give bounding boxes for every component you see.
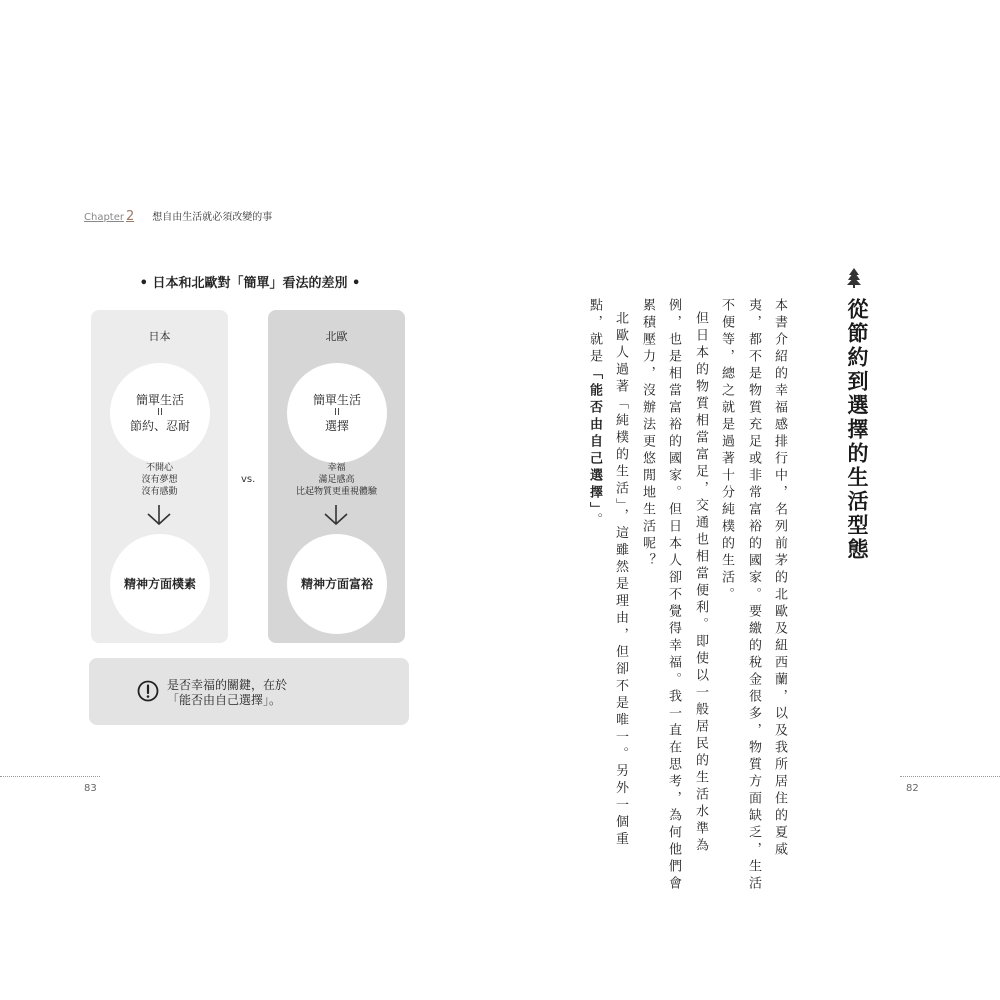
body-text: 。 (587, 512, 602, 530)
effect-item: 幸福 (327, 463, 346, 473)
japan-simple-life-circle (110, 363, 210, 463)
diagram-title: • 日本和北歐對「簡單」看法的差別 • (139, 276, 361, 291)
effect-item: 沒有夢想 (141, 475, 178, 485)
left-page-number: 83 (84, 783, 97, 794)
body-text: 點，就是 (587, 298, 602, 366)
effect-item: 比起物質更重視體驗 (295, 487, 377, 497)
nordic-label: 北歐 (325, 330, 348, 343)
running-header (84, 208, 272, 224)
left-dotted-rule (0, 776, 100, 777)
circle-line: 簡單生活 (135, 393, 184, 407)
effect-item: 不開心 (145, 463, 173, 473)
chapter-number: 2 (125, 209, 135, 224)
body-column (588, 298, 601, 530)
equals-sign: II (334, 407, 340, 418)
section-heading: 從節約到選擇的生活型態 (845, 298, 869, 562)
nordic-column (268, 310, 405, 643)
chapter-label: Chapter (84, 212, 124, 223)
callout-line: 「能否由自己選擇」。 (167, 693, 282, 707)
equals-sign: II (157, 407, 163, 418)
circle-line: 簡單生活 (312, 393, 361, 407)
nordic-effects (268, 462, 405, 498)
result-text: 精神方面樸素 (123, 577, 196, 591)
down-arrow-icon (145, 504, 173, 526)
body-column: 例，也是相當富裕的國家。但日本人卻不覺得幸福。我一直在思考，為何他們會 (666, 298, 681, 893)
japan-column (91, 310, 228, 643)
effect-item: 滿足感高 (318, 475, 355, 485)
exclamation-circle-icon (137, 680, 159, 702)
nordic-result-circle (287, 534, 387, 634)
circle-line: 選擇 (324, 419, 349, 433)
effect-item: 沒有感動 (141, 487, 178, 497)
tree-icon (847, 268, 861, 288)
japan-result-circle (110, 534, 210, 634)
body-column: 但日本的物質相當富足，交通也相當便利。即使以一般居民的生活水準為 (693, 311, 708, 855)
down-arrow-icon (322, 504, 350, 526)
nordic-simple-life-circle (287, 363, 387, 463)
right-dotted-rule (900, 776, 1000, 777)
japan-effects (91, 462, 228, 498)
circle-line: 節約、忍耐 (129, 419, 190, 433)
emphasis-text: 「能否由自己選擇」 (587, 366, 602, 513)
body-column: 北歐人過著「純樸的生活」，這雖然是理由，但卻不是唯一。另外一個重 (613, 311, 628, 849)
japan-label: 日本 (148, 330, 171, 343)
body-column: 累積壓力，沒辦法更悠閒地生活呢？ (640, 298, 655, 570)
body-column: 不便等，總之就是過著十分純樸的生活。 (719, 298, 734, 604)
chapter-title: 想自由生活就必須改變的事 (152, 212, 273, 223)
callout-text (167, 678, 287, 708)
body-column: 本書介紹的幸福感排行中，名列前茅的北歐及紐西蘭，以及我所居住的夏威 (772, 298, 787, 859)
callout-line: 是否幸福的關鍵，在於 (167, 678, 288, 692)
result-text: 精神方面富裕 (300, 577, 373, 591)
body-column: 夷，都不是物質充足或非常富裕的國家。要繳的稅金很多，物質方面缺乏，生活 (746, 298, 761, 893)
key-point-callout (89, 658, 409, 725)
versus-label: vs. (241, 474, 256, 485)
right-page-number: 82 (906, 783, 919, 794)
